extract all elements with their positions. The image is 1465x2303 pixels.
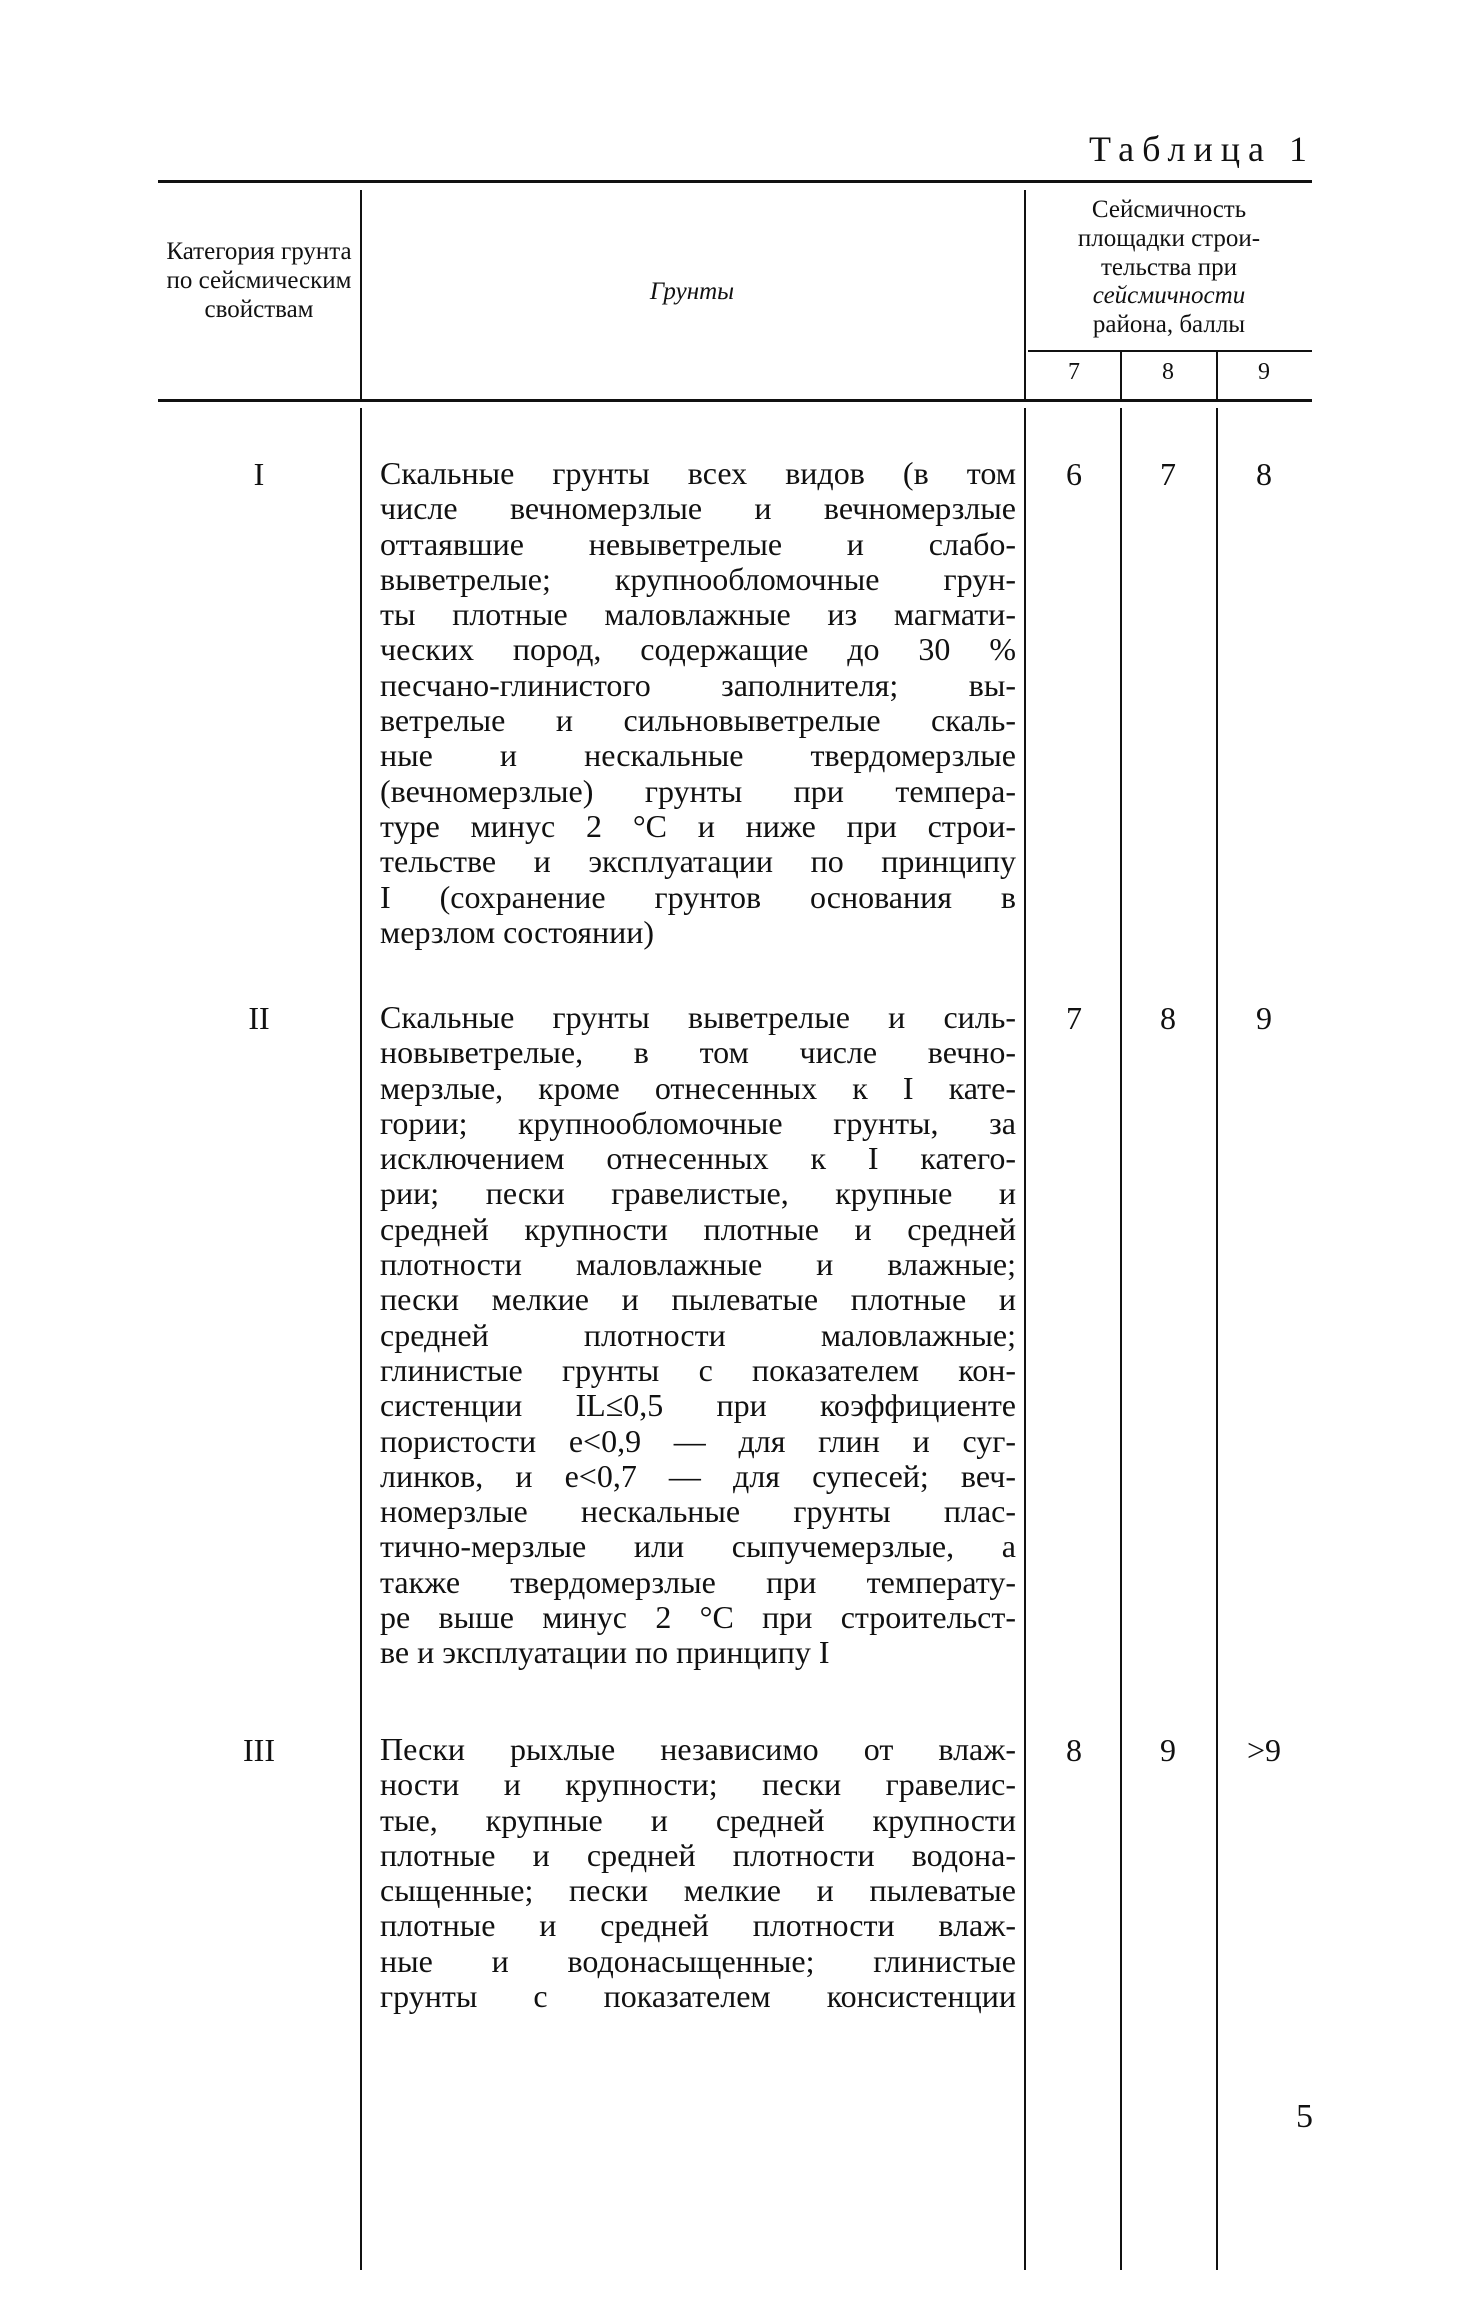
header-col-9: 9 <box>1258 359 1270 385</box>
text-line: ветрелые и сильновыветрелые скаль- <box>380 702 1016 739</box>
text-line: рии; пески гравелистые, крупные и <box>380 1175 1016 1212</box>
header-seismicity-line: Сейсмичность <box>1091 196 1247 223</box>
text-line: I (сохранение грунтов основания в <box>380 878 1016 915</box>
value-8: 9 <box>1160 1732 1176 1768</box>
subheader-rule <box>1028 350 1312 352</box>
text-line: ре выше минус 2 °С при строительст- <box>380 1599 1016 1636</box>
row-category: II <box>248 1000 270 1036</box>
text-line: пески мелкие и пылеватые плотные и <box>380 1281 1016 1318</box>
header-seismicity-line: тельства при <box>1101 253 1237 281</box>
value-9: 8 <box>1256 456 1272 492</box>
text-line: туре минус 2 °С и ниже при строи- <box>380 807 1016 844</box>
value-7: 8 <box>1066 1732 1082 1768</box>
text-line: сыщенные; пески мелкие и пылеватые <box>380 1872 1016 1909</box>
text-line: числе вечномерзлые и вечномерзлые <box>380 490 1016 527</box>
row-category: III <box>243 1732 275 1768</box>
text-line: грунты с показателем консистенции <box>380 1978 1016 2015</box>
header-divider-3 <box>1120 352 1122 400</box>
text-line: Скальные грунты всех видов (в том <box>380 455 1016 491</box>
header-soils: Грунты <box>649 278 735 305</box>
text-line: Пески рыхлые независимо от влаж- <box>380 1731 1016 1767</box>
text-line: ческих пород, содержащие до 30 % <box>380 631 1016 668</box>
header-seismicity-line: площадки строи- <box>1077 224 1261 252</box>
text-line: гории; крупнообломочные грунты, за <box>380 1104 1016 1141</box>
header-category: Категория грунта по сейсмическим свойствам <box>166 238 352 323</box>
header-seismicity-line: сейсмичности <box>1092 282 1246 310</box>
text-line: плотности маловлажные и влажные; <box>380 1246 1016 1283</box>
text-line: ные и водонасыщенные; глинистые <box>380 1942 1016 1979</box>
body-divider-3 <box>1120 408 1122 2270</box>
text-line: оттаявшие невыветрелые и слабо- <box>380 525 1016 562</box>
row-description <box>380 1000 1016 1671</box>
header-seismicity <box>1026 196 1312 340</box>
header-divider-4 <box>1216 352 1218 400</box>
text-line: номерзлые нескальные грунты плас- <box>380 1493 1016 1530</box>
row-description <box>380 1732 1016 2014</box>
text-line: песчано-глинистого заполнителя; вы- <box>380 666 1016 703</box>
table-top-rule <box>158 180 1312 183</box>
text-line: пористости e<0,9 — для глин и суг- <box>380 1422 1016 1459</box>
text-line: тельстве и эксплуатации по принципу <box>380 843 1016 880</box>
body-divider-1 <box>360 408 362 2270</box>
value-9: >9 <box>1246 1732 1282 1768</box>
text-line: средней плотности маловлажные; <box>380 1316 1016 1353</box>
text-line: систенции IL≤0,5 при коэффициенте <box>380 1387 1016 1424</box>
header-bottom-rule <box>158 399 1312 402</box>
text-line: выветрелые; крупнообломочные грун- <box>380 560 1016 597</box>
value-8: 7 <box>1160 456 1176 492</box>
page-number: 5 <box>1296 2098 1313 2135</box>
text-line: плотные и средней плотности влаж- <box>380 1907 1016 1944</box>
value-9: 9 <box>1256 1000 1272 1036</box>
text-line: ты плотные маловлажные из магмати- <box>380 596 1016 633</box>
value-7: 7 <box>1066 1000 1082 1036</box>
header-seismicity-line: района, баллы <box>1092 311 1246 338</box>
body-divider-2 <box>1024 408 1026 2270</box>
text-line: ности и крупности; пески гравелис- <box>380 1766 1016 1803</box>
header-col-8: 8 <box>1162 359 1174 385</box>
value-7: 6 <box>1066 456 1082 492</box>
body-divider-4 <box>1216 408 1218 2270</box>
text-line: ные и нескальные твердомерзлые <box>380 737 1016 774</box>
text-line: тично-мерзлые или сыпучемерзлые, а <box>380 1528 1016 1565</box>
text-line: также твердомерзлые при температу- <box>380 1563 1016 1600</box>
row-description <box>380 456 1016 950</box>
text-line: линков, и e<0,7 — для супесей; веч- <box>380 1457 1016 1494</box>
text-line: глинистые грунты с показателем кон- <box>380 1351 1016 1388</box>
text-line: ве и эксплуатации по принципу I <box>380 1634 830 1671</box>
value-8: 8 <box>1160 1000 1176 1036</box>
text-line: мерзлом состоянии) <box>380 913 654 950</box>
text-line: плотные и средней плотности водона- <box>380 1836 1016 1873</box>
text-line: новыветрелые, в том числе вечно- <box>380 1034 1016 1071</box>
text-line: тые, крупные и средней крупности <box>380 1801 1016 1838</box>
text-line: средней крупности плотные и средней <box>380 1210 1016 1247</box>
table-title: Таблица 1 <box>1089 129 1315 169</box>
text-line: Скальные грунты выветрелые и силь- <box>380 999 1016 1035</box>
header-col-7: 7 <box>1068 359 1080 385</box>
text-line: исключением отнесенных к I катего- <box>380 1140 1016 1177</box>
row-category: I <box>253 456 265 492</box>
text-line: мерзлые, кроме отнесенных к I кате- <box>380 1069 1016 1106</box>
text-line: (вечномерзлые) грунты при темпера- <box>380 772 1016 809</box>
